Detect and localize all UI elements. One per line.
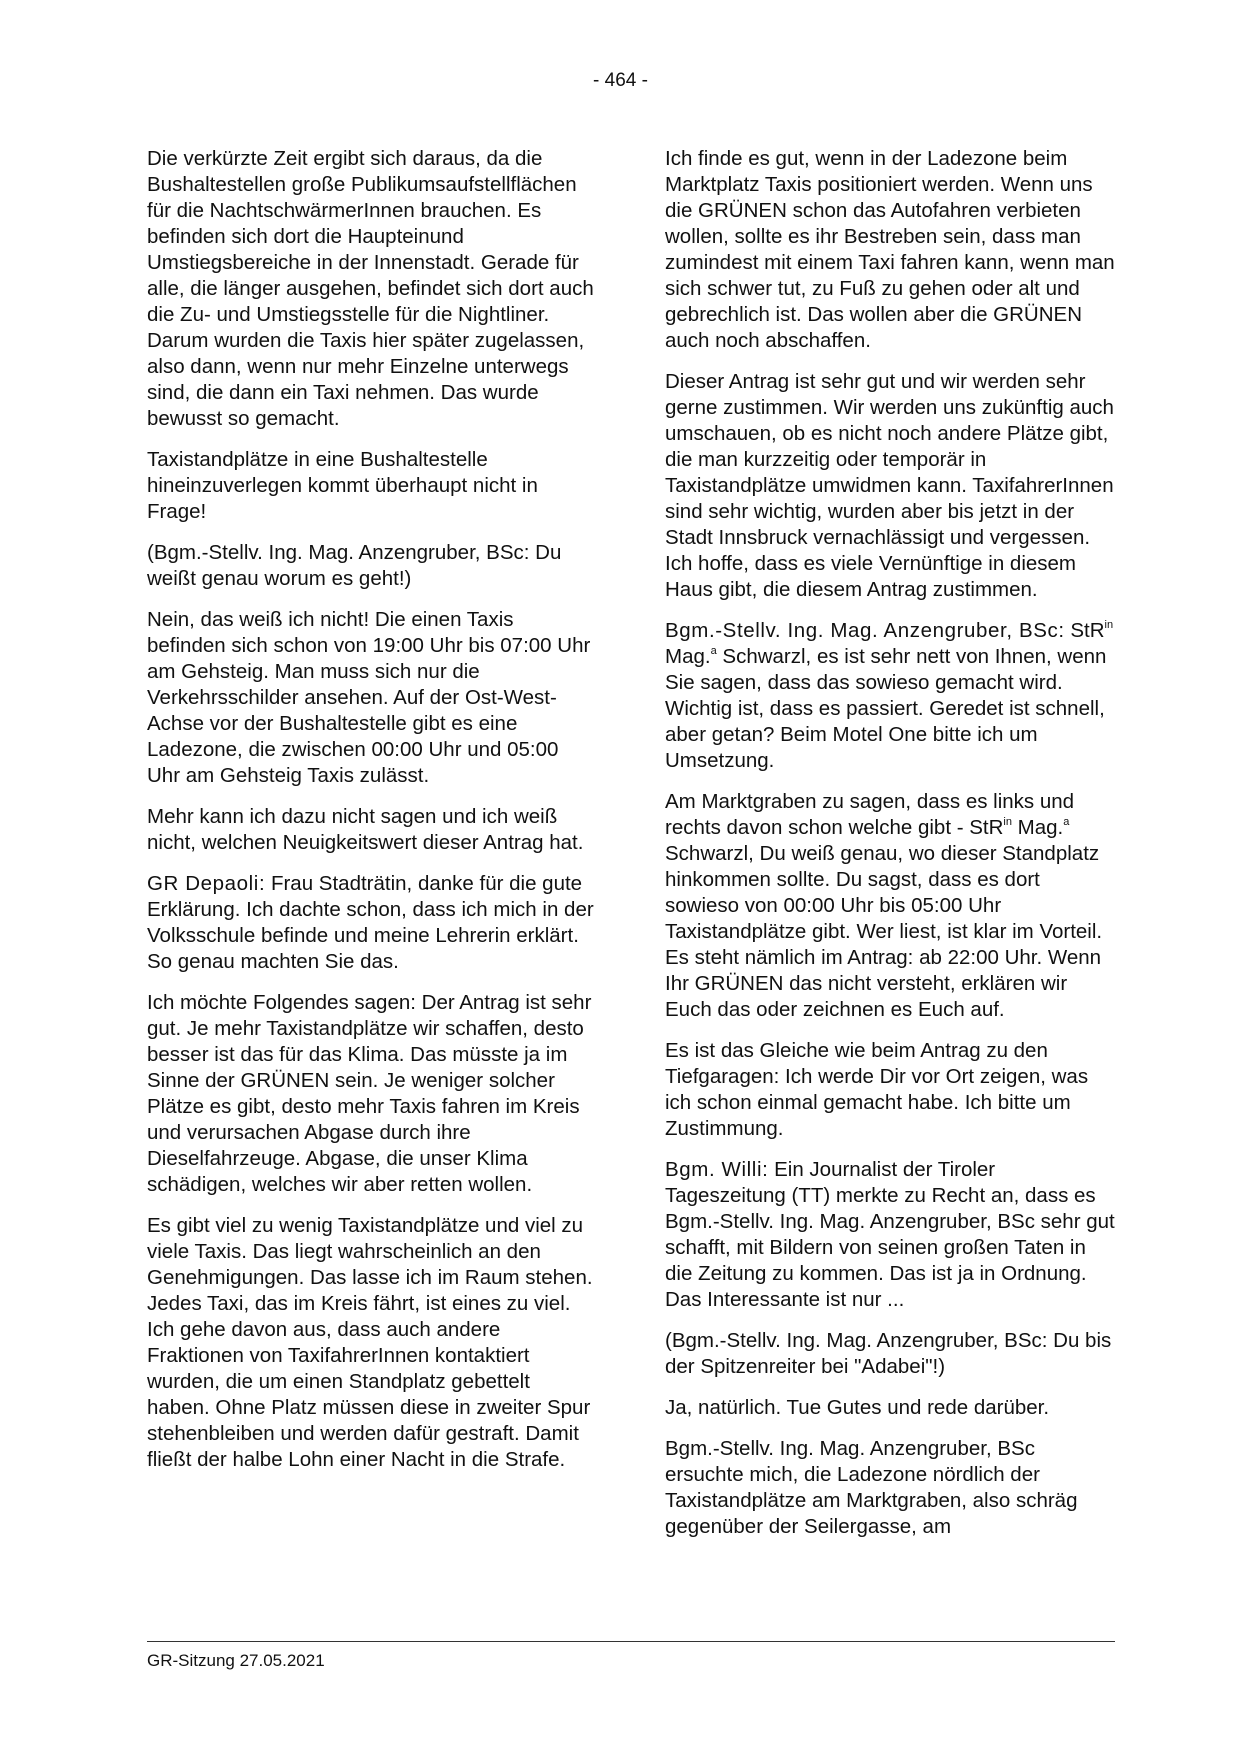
footer-session-date: GR-Sitzung 27.05.2021 bbox=[147, 1651, 325, 1670]
speech-paragraph bbox=[665, 618, 1115, 774]
paragraph: Nein, das weiß ich nicht! Die einen Taxis befinden sich schon von 19:00 Uhr bis 07:00 Uhr am Gehsteig. Man muss sich nur die Verkehrsschilder ansehen. Auf der Ost-West-Achse vor der Bushaltestelle gibt es eine Ladezone, die zwischen 00:00 Uhr und 05:00 Uhr am Gehsteig Taxis zulässt. bbox=[147, 608, 591, 787]
speech-paragraph bbox=[147, 871, 597, 975]
interjection-paragraph: (Bgm.-Stellv. Ing. Mag. Anzengruber, BSc: Du bis der Spitzenreiter bei "Adabei"!) bbox=[665, 1329, 1112, 1378]
speech-text: Ein Journalist der Tiroler Tageszeitung (TT) merkte zu Recht an, dass es Bgm.-Stellv. Ing. Mag. Anzengruber, BSc sehr gut schafft, mit Bildern von seinen großen Taten in die Zeitung zu kommen. Das ist ja in Ordnung. Das Interessante ist nur ... bbox=[665, 1158, 1115, 1311]
paragraph: Mehr kann ich dazu nicht sagen und ich weiß nicht, welchen Neuigkeitswert dieser Antrag hat. bbox=[147, 805, 584, 854]
paragraph: Die verkürzte Zeit ergibt sich daraus, da die Bushaltestellen große Publikumsaufstellflächen für die NachtschwärmerInnen brauchen. Es befinden sich dort die Haupteinund Umstiegsbereiche in der Innenstadt. Gerade für alle, die länger ausgehen, befindet sich dort auch die Zu- und Umstiegsstelle für die Nightliner. Darum wurden die Taxis hier später zugelassen, also dann, wenn nur mehr Einzelne unterwegs sind, die dann ein Taxi nehmen. Das wurde bewusst so gemacht. bbox=[147, 147, 594, 430]
paragraph: Bgm.-Stellv. Ing. Mag. Anzengruber, BSc ersuchte mich, die Ladezone nördlich der Taxistandplätze am Marktgraben, also schräg gegenüber der Seilergasse, am bbox=[665, 1437, 1078, 1538]
superscript: a bbox=[1063, 816, 1070, 829]
paragraph: Ja, natürlich. Tue Gutes und rede darüber. bbox=[665, 1396, 1050, 1419]
footer-divider bbox=[147, 1641, 1115, 1642]
left-column bbox=[147, 146, 597, 1488]
paragraph: Ich finde es gut, wenn in der Ladezone beim Marktplatz Taxis positioniert werden. Wenn uns die GRÜNEN schon das Autofahren verbieten wollen, sollte es ihr Bestreben sein, dass man zumindest mit einem Taxi fahren kann, wenn man sich schwer tut, zu Fuß zu gehen oder alt und gebrechlich ist. Das wollen aber die GRÜNEN auch noch abschaffen. bbox=[665, 147, 1115, 352]
superscript: in bbox=[1003, 816, 1012, 829]
speaker-name: GR Depaoli: bbox=[147, 872, 266, 895]
paragraph: Es gibt viel zu wenig Taxistandplätze und viel zu viele Taxis. Das liegt wahrscheinlich an den Genehmigungen. Das lasse ich im Raum stehen. Jedes Taxi, das im Kreis fährt, ist eines zu viel. Ich gehe davon aus, dass auch andere Fraktionen von TaxifahrerInnen kontaktiert wurden, die um einen Standplatz gebettelt haben. Ohne Platz müssen diese in zweiter Spur stehenbleiben und werden dafür gestraft. Damit fließt der halbe Lohn einer Nacht in die Strafe. bbox=[147, 1214, 593, 1471]
speech-text: Mag. bbox=[665, 645, 711, 668]
superscript: a bbox=[710, 645, 717, 658]
paragraph-text: Am Marktgraben zu sagen, dass es links und rechts davon schon welche gibt - StR bbox=[665, 790, 1075, 839]
speech-text: Frau Stadträtin, danke für die gute Erklärung. Ich dachte schon, dass ich mich in der Volksschule befinde und meine Lehrerin erklärt. So genau machten Sie das. bbox=[147, 872, 594, 973]
speech-text: StR bbox=[1064, 619, 1105, 642]
paragraph-text: Schwarzl, Du weiß genau, wo dieser Standplatz hinkommen sollte. Du sagst, dass es dort sowieso von 00:00 Uhr bis 05:00 Uhr Taxistandplätze gibt. Wer liest, ist klar im Vorteil. Es steht nämlich im Antrag: ab 22:00 Uhr. Wenn Ihr GRÜNEN das nicht versteht, erklären wir Euch das oder zeichnen es Euch auf. bbox=[665, 842, 1103, 1021]
superscript: in bbox=[1104, 619, 1114, 632]
paragraph bbox=[665, 789, 1115, 1023]
speaker-name: Bgm. Willi: bbox=[665, 1158, 769, 1181]
interjection-paragraph: (Bgm.-Stellv. Ing. Mag. Anzengruber, BSc: Du weißt genau worum es geht!) bbox=[147, 541, 562, 590]
paragraph: Dieser Antrag ist sehr gut und wir werden sehr gerne zustimmen. Wir werden uns zukünftig auch umschauen, ob es nicht noch andere Plätze gibt, die man kurzzeitig oder temporär in Taxistandplätze umwidmen kann. TaxifahrerInnen sind sehr wichtig, wurden aber bis jetzt in der Stadt Innsbruck vernachlässigt und vergessen. Ich hoffe, dass es viele Vernünftige in diesem Haus gibt, die diesem Antrag zustimmen. bbox=[665, 370, 1114, 601]
paragraph: Taxistandplätze in eine Bushaltestelle hineinzuverlegen kommt überhaupt nicht in Frage! bbox=[147, 448, 538, 523]
page-number: - 464 - bbox=[593, 70, 648, 91]
speaker-name: Bgm.-Stellv. Ing. Mag. Anzengruber, BSc: bbox=[665, 619, 1065, 642]
paragraph: Ich möchte Folgendes sagen: Der Antrag ist sehr gut. Je mehr Taxistandplätze wir schaffen, desto besser ist das für das Klima. Das müsste ja im Sinne der GRÜNEN sein. Je weniger solcher Plätze es gibt, desto mehr Taxis fahren im Kreis und verursachen Abgase durch ihre Dieselfahrzeuge. Abgase, die unser Klima schädigen, welches wir aber retten wollen. bbox=[147, 991, 592, 1196]
paragraph-text: Mag. bbox=[1011, 816, 1064, 839]
paragraph: Es ist das Gleiche wie beim Antrag zu den Tiefgaragen: Ich werde Dir vor Ort zeigen, was ich schon einmal gemacht habe. Ich bitte um Zustimmung. bbox=[665, 1039, 1089, 1140]
right-column bbox=[665, 146, 1115, 1555]
speech-text: Schwarzl, es ist sehr nett von Ihnen, wenn Sie sagen, dass das sowieso gemacht wird. Wichtig ist, dass es passiert. Geredet ist schnell, aber getan? Beim Motel One bitte ich um Umsetzung. bbox=[665, 645, 1107, 772]
speech-paragraph bbox=[665, 1157, 1115, 1313]
